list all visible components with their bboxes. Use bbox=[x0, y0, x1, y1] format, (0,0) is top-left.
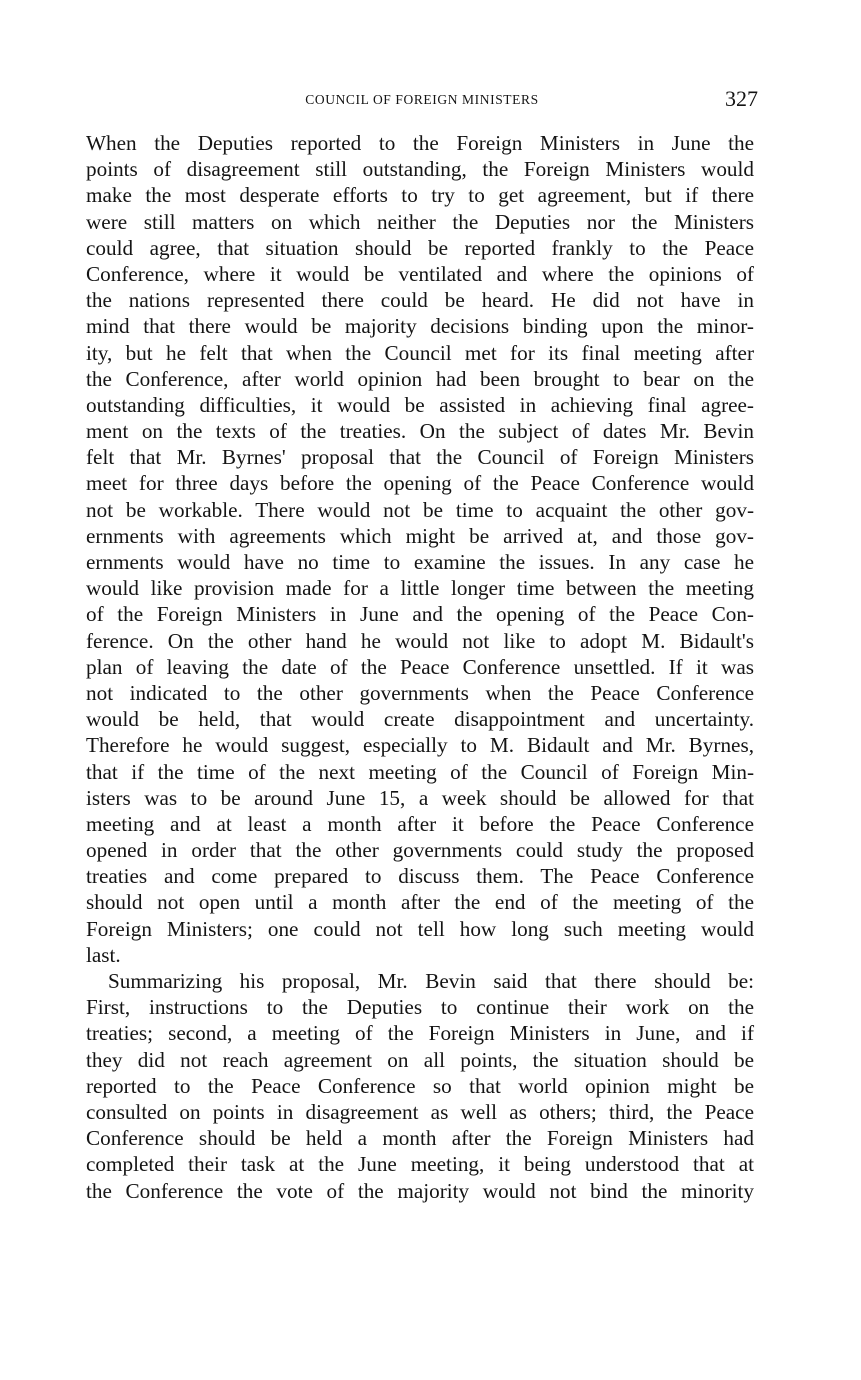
text-line: felt that Mr. Byrnes' proposal that the Council of Foreign Ministers bbox=[86, 445, 754, 470]
text-line: were still matters on which neither the Deputies nor the Ministers bbox=[86, 209, 754, 234]
text-line: ment on the texts of the treaties. On the subject of dates Mr. Bevin bbox=[86, 419, 754, 444]
text-line: would like provision made for a little longer time between the meeting bbox=[86, 576, 754, 601]
text-line: plan of leaving the date of the Peace Conference unsettled. If it was bbox=[86, 654, 754, 679]
text-line: ernments would have no time to examine the issues. In any case he bbox=[86, 550, 754, 574]
text-line: not be workable. There would not be time to acquaint the other gov- bbox=[86, 497, 754, 522]
text-line: points of disagreement still outstanding, the Foreign Ministers would bbox=[86, 157, 754, 182]
text-line: mind that there would be majority decisions binding upon the minor- bbox=[86, 314, 754, 339]
text-line: the Conference, after world opinion had been brought to bear on the bbox=[86, 366, 754, 391]
text-line: treaties; second, a meeting of the Foreign Ministers in June, and if bbox=[86, 1021, 754, 1046]
text-line: Therefore he would suggest, especially to M. Bidault and Mr. Byrnes, bbox=[86, 733, 754, 758]
text-line: ference. On the other hand he would not like to adopt M. Bidault's bbox=[86, 628, 754, 653]
text-line: the nations represented there could be heard. He did not have in bbox=[86, 288, 754, 313]
text-line: could agree, that situation should be reported frankly to the Peace bbox=[86, 235, 754, 260]
text-line: last. bbox=[86, 942, 121, 967]
text-line: When the Deputies reported to the Foreign Ministers in June the bbox=[86, 131, 754, 155]
text-line: not indicated to the other governments when the Peace Conference bbox=[86, 680, 754, 705]
text-line: of the Foreign Ministers in June and the opening of the Peace Con- bbox=[86, 602, 754, 627]
paragraph-1 bbox=[86, 130, 754, 968]
body-text bbox=[86, 130, 754, 1204]
text-line: consulted on points in disagreement as well as others; third, the Peace bbox=[86, 1099, 754, 1124]
text-line: isters was to be around June 15, a week should be allowed for that bbox=[86, 785, 754, 810]
text-line: Summarizing his proposal, Mr. Bevin said that there should be: bbox=[108, 969, 754, 993]
text-line: that if the time of the next meeting of the Council of Foreign Min- bbox=[86, 759, 754, 784]
paragraph-2 bbox=[86, 968, 754, 1204]
text-line: should not open until a month after the end of the meeting of the bbox=[86, 890, 754, 915]
text-line: the Conference the vote of the majority would not bind the minority bbox=[86, 1178, 754, 1203]
text-line: reported to the Peace Conference so that world opinion might be bbox=[86, 1073, 754, 1098]
text-line: Foreign Ministers; one could not tell how long such meeting would bbox=[86, 916, 754, 941]
text-line: outstanding difficulties, it would be assisted in achieving final agree- bbox=[86, 392, 754, 417]
text-line: ernments with agreements which might be arrived at, and those gov- bbox=[86, 523, 754, 548]
text-line: Conference should be held a month after the Foreign Ministers had bbox=[86, 1126, 754, 1151]
text-line: make the most desperate efforts to try to get agreement, but if there bbox=[86, 183, 754, 208]
page-number: 327 bbox=[725, 86, 758, 111]
text-line: First, instructions to the Deputies to continue their work on the bbox=[86, 995, 754, 1020]
text-line: treaties and come prepared to discuss them. The Peace Conference bbox=[86, 864, 754, 889]
running-head bbox=[86, 86, 758, 116]
text-line: completed their task at the June meeting, it being understood that at bbox=[86, 1152, 754, 1177]
text-line: ity, but he felt that when the Council met for its final meeting after bbox=[86, 340, 754, 365]
text-line: they did not reach agreement on all points, the situation should be bbox=[86, 1047, 754, 1072]
text-line: meet for three days before the opening of the Peace Conference would bbox=[86, 471, 754, 496]
running-title: COUNCIL OF FOREIGN MINISTERS bbox=[305, 92, 539, 107]
text-line: would be held, that would create disappointment and uncertainty. bbox=[86, 707, 754, 732]
text-line: opened in order that the other governments could study the proposed bbox=[86, 838, 754, 863]
text-line: Conference, where it would be ventilated and where the opinions of bbox=[86, 261, 754, 286]
text-line: meeting and at least a month after it before the Peace Conference bbox=[86, 811, 754, 836]
